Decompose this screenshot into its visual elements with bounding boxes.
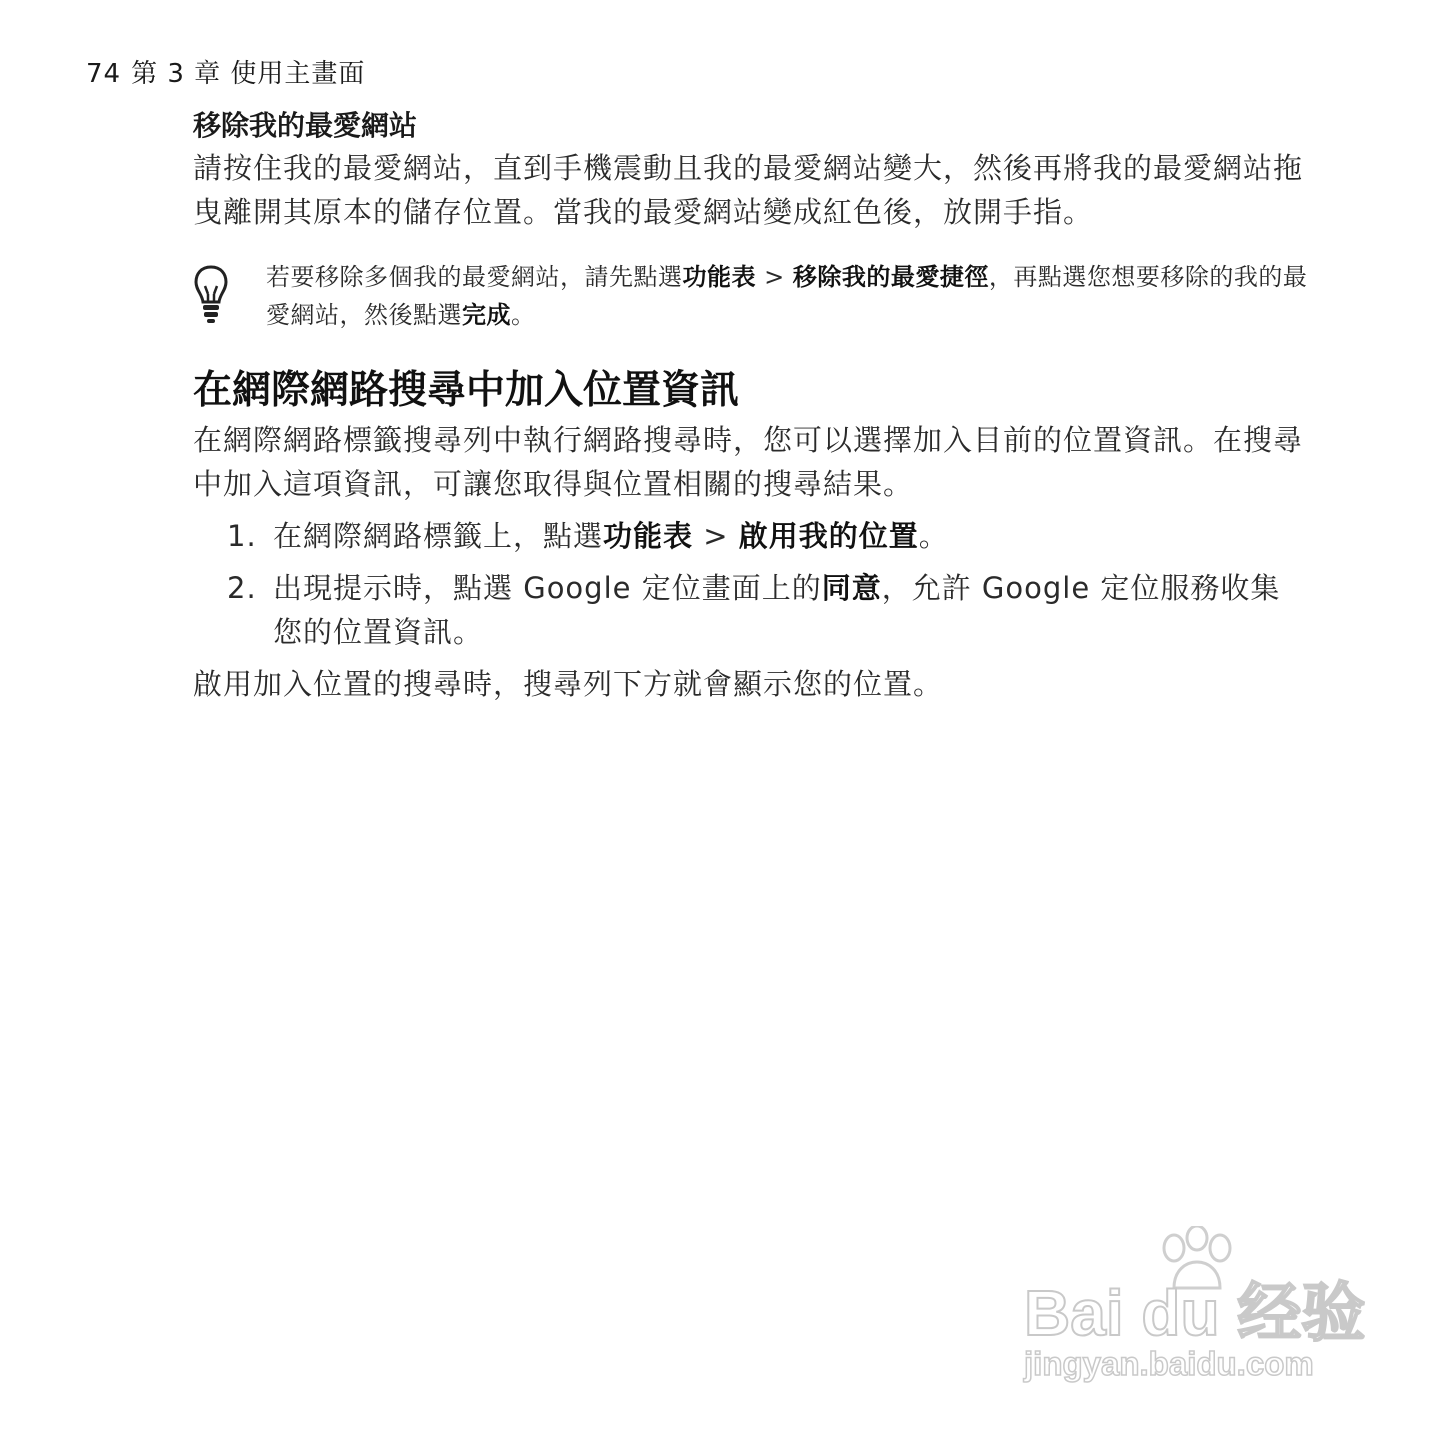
step-separator: > [693, 519, 739, 553]
location-section-heading: 在網際網路搜尋中加入位置資訊 [193, 368, 740, 413]
step-text-end: 。 [918, 519, 949, 553]
location-closing: 啟用加入位置的搜尋時，搜尋列下方就會顯示您的位置。 [193, 667, 944, 701]
lightbulb-icon [193, 264, 229, 324]
tip-text-2: ，再點選您想要移除的我的最愛網站，然後點選 [266, 263, 1308, 329]
tip-text-1: 若要移除多個我的最愛網站，請先點選 [266, 263, 683, 291]
watermark-logo: Bai du 经验 [1024, 1277, 1366, 1349]
watermark-url: jingyan.baidu.com [1024, 1345, 1314, 1382]
step-number: 2. [227, 571, 257, 605]
step-text: 在網際網路標籤上，點選 [273, 519, 604, 553]
tip-remove-shortcut-label: 移除我的最愛捷徑 [792, 263, 989, 291]
tip-separator: > [756, 263, 793, 291]
tip-done-label: 完成 [462, 301, 511, 329]
tip-text-3: 。 [511, 301, 536, 329]
remove-favorites-heading: 移除我的最愛網站 [193, 109, 418, 142]
steps-list [193, 514, 1308, 654]
chapter-title: 第 3 章 使用主畫面 [131, 59, 366, 89]
list-item [193, 566, 1308, 654]
running-header [86, 56, 365, 92]
tip-box [193, 258, 1308, 334]
tip-menu-label: 功能表 [682, 263, 756, 291]
step-text-end: ，允許 Google 定位服務收集您的位置資訊。 [273, 571, 1281, 649]
page-content [193, 106, 1308, 706]
step-menu-label: 功能表 [603, 519, 694, 553]
remove-favorites-body: 請按住我的最愛網站，直到手機震動且我的最愛網站變大，然後再將我的最愛網站拖曳離開其原本的儲存位置。當我的最愛網站變成紅色後，放開手指。 [193, 151, 1304, 229]
list-item [193, 514, 1308, 558]
step-text: 出現提示時，點選 Google 定位畫面上的 [273, 571, 822, 605]
step-agree-label: 同意 [821, 571, 882, 605]
step-enable-location-label: 啟用我的位置 [738, 519, 919, 553]
baidu-watermark [1024, 1226, 1366, 1386]
page-number: 74 [86, 59, 122, 89]
location-intro: 在網際網路標籤搜尋列中執行網路搜尋時，您可以選擇加入目前的位置資訊。在搜尋中加入這項資訊，可讓您取得與位置相關的搜尋結果。 [193, 423, 1304, 501]
step-number: 1. [227, 519, 257, 553]
